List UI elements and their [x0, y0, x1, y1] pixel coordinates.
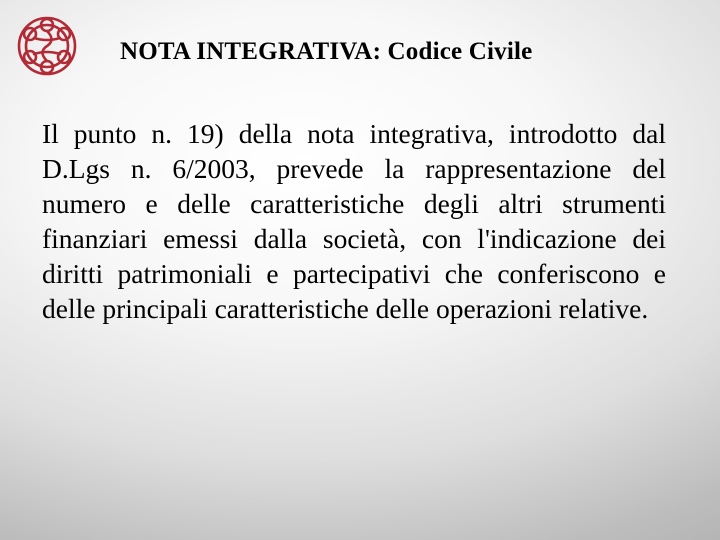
slide-body-text: Il punto n. 19) della nota integrativa, introdotto dal D.Lgs n. 6/2003, prevede la rappresentazione del numero e delle caratteristiche degli altri strumenti finanziari emessi dalla società, con l'indicazione dei diritti patrimoniali e partecipativi che conferiscono e delle principali caratteristiche delle operazioni relative. — [42, 118, 666, 324]
ornamental-knot-logo-icon — [12, 12, 82, 80]
slide-title: NOTA INTEGRATIVA: Codice Civile — [120, 38, 533, 65]
